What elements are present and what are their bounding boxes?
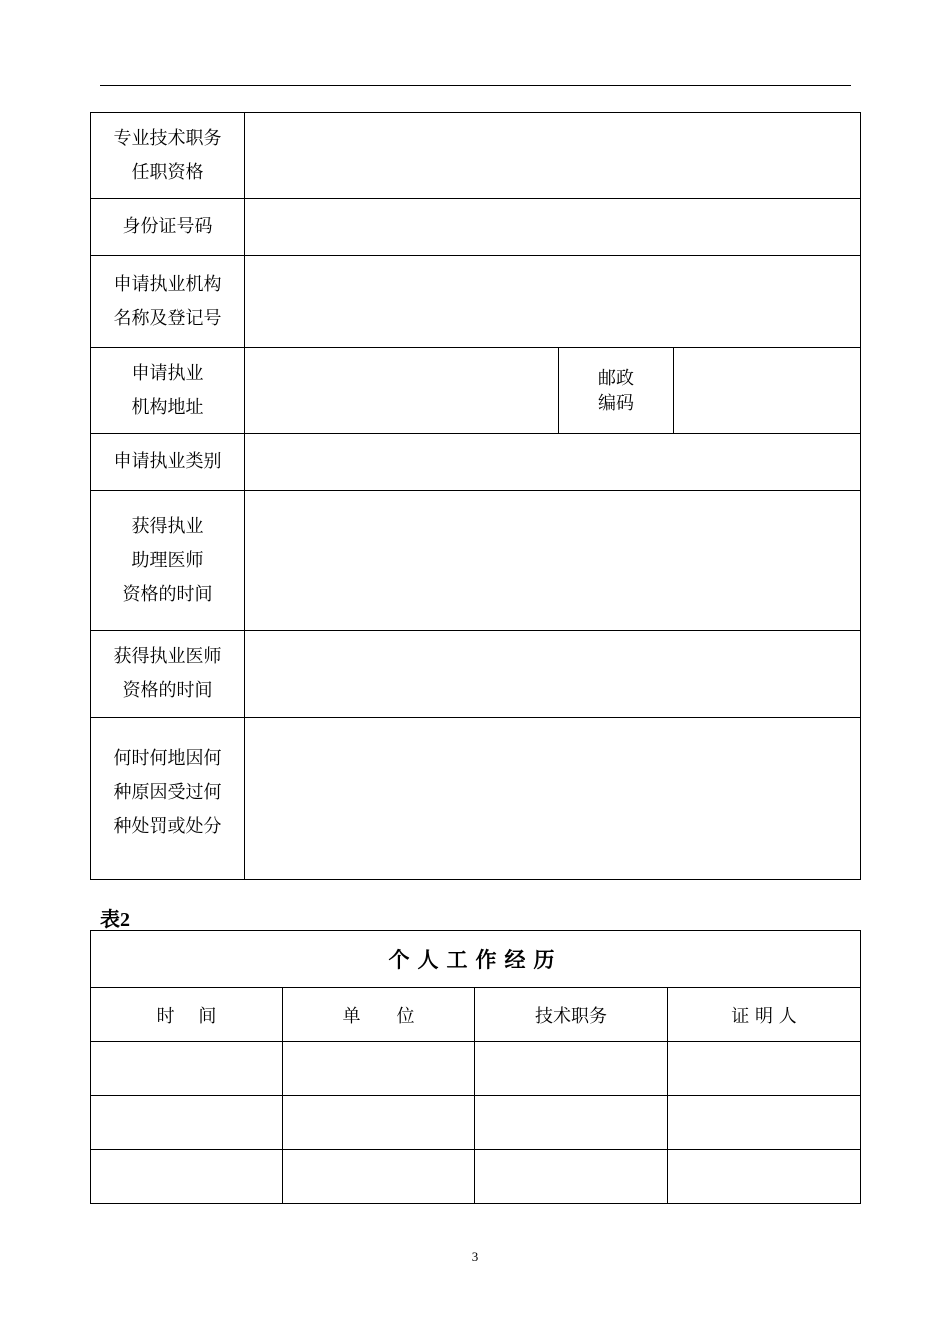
header-time: 时 间 — [91, 988, 283, 1042]
form-row — [91, 348, 861, 434]
cell-technical-title[interactable] — [475, 1096, 668, 1150]
work-history-table — [90, 930, 861, 1204]
field-penalty-history[interactable] — [245, 718, 861, 880]
label-professional-title: 专业技术职务 任职资格 — [91, 113, 245, 199]
field-assistant-qualification-date[interactable] — [245, 491, 861, 631]
cell-unit[interactable] — [283, 1096, 475, 1150]
cell-unit[interactable] — [283, 1150, 475, 1204]
cell-witness[interactable] — [668, 1096, 861, 1150]
cell-technical-title[interactable] — [475, 1150, 668, 1204]
cell-witness[interactable] — [668, 1150, 861, 1204]
field-practice-category[interactable] — [245, 434, 861, 491]
cell-time[interactable] — [91, 1042, 283, 1096]
table-row — [91, 1042, 861, 1096]
header-rule — [100, 85, 851, 86]
form-row — [91, 491, 861, 631]
cell-technical-title[interactable] — [475, 1042, 668, 1096]
label-physician-qualification-date: 获得执业医师 资格的时间 — [91, 631, 245, 718]
field-physician-qualification-date[interactable] — [245, 631, 861, 718]
table-caption — [100, 903, 130, 932]
cell-witness[interactable] — [668, 1042, 861, 1096]
header-technical-title: 技术职务 — [475, 988, 668, 1042]
label-institution-name: 申请执业机构 名称及登记号 — [91, 256, 245, 348]
caption-prefix: 表 — [100, 909, 120, 931]
label-penalty-history: 何时何地因何 种原因受过何 种处罚或处分 — [91, 718, 245, 880]
field-institution-address[interactable] — [245, 348, 559, 434]
table-row — [91, 1150, 861, 1204]
field-id-number[interactable] — [245, 199, 861, 256]
field-institution-name[interactable] — [245, 256, 861, 348]
label-institution-address: 申请执业 机构地址 — [91, 348, 245, 434]
cell-time[interactable] — [91, 1150, 283, 1204]
work-history-title: 个人工作经历 — [91, 931, 861, 988]
label-id-number: 身份证号码 — [91, 199, 245, 256]
page-number: 3 — [471, 1249, 479, 1264]
form-row — [91, 631, 861, 718]
caption-number: 2 — [120, 909, 130, 931]
cell-unit[interactable] — [283, 1042, 475, 1096]
registration-form-table — [90, 112, 861, 880]
form-row — [91, 718, 861, 880]
label-postal-code: 邮政 编码 — [559, 348, 674, 434]
form-row — [91, 199, 861, 256]
cell-time[interactable] — [91, 1096, 283, 1150]
header-unit: 单 位 — [283, 988, 475, 1042]
label-assistant-qualification-date: 获得执业 助理医师 资格的时间 — [91, 491, 245, 631]
header-row — [91, 988, 861, 1042]
form-row — [91, 434, 861, 491]
form-row — [91, 113, 861, 199]
field-postal-code[interactable] — [674, 348, 861, 434]
field-professional-title[interactable] — [245, 113, 861, 199]
form-row — [91, 256, 861, 348]
label-practice-category: 申请执业类别 — [91, 434, 245, 491]
header-witness: 证 明 人 — [668, 988, 861, 1042]
table-row — [91, 1096, 861, 1150]
